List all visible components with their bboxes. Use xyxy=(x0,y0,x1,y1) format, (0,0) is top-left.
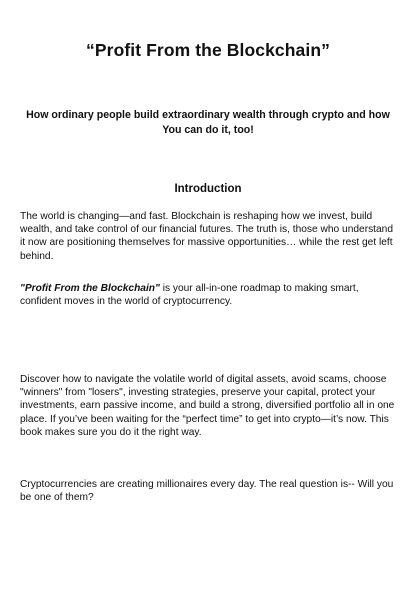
intro-paragraph-2 xyxy=(20,282,400,308)
document-title: “Profit From the Blockchain” xyxy=(86,40,330,60)
section-heading: Introduction xyxy=(174,183,242,195)
document-subtitle xyxy=(16,108,400,138)
paragraph-2-text: is your all-in-one roadmap to making smart, confident moves in the world of cryptocurrency. xyxy=(20,283,359,308)
subtitle-line-2: You can do it, too! xyxy=(162,124,254,136)
book-title-emphasis: "Profit From the Blockchain" xyxy=(20,283,160,294)
intro-paragraph-4: Cryptocurrencies are creating millionaires every day. The real question is-- Will you be one of them? xyxy=(20,479,394,504)
intro-paragraph-3: Discover how to navigate the volatile world of digital assets, avoid scams, choose "winners" from "losers", investing strategies, preserve your capital, protect your investments, earn passive income, and build a strong, diversified portfolio all in one place. If you’ve been waiting for the “perfect time” to get into crypto—it’s now. This book makes sure you do it the right way. xyxy=(20,374,395,438)
subtitle-line-1: How ordinary people build extraordinary wealth through crypto and how xyxy=(26,109,390,121)
intro-paragraph-1: The world is changing—and fast. Blockchain is reshaping how we invest, build wealth, and take control of our financial futures. The truth is, those who understand it now are positioning themselves for massive opportunities… while the rest get left behind. xyxy=(20,211,394,262)
